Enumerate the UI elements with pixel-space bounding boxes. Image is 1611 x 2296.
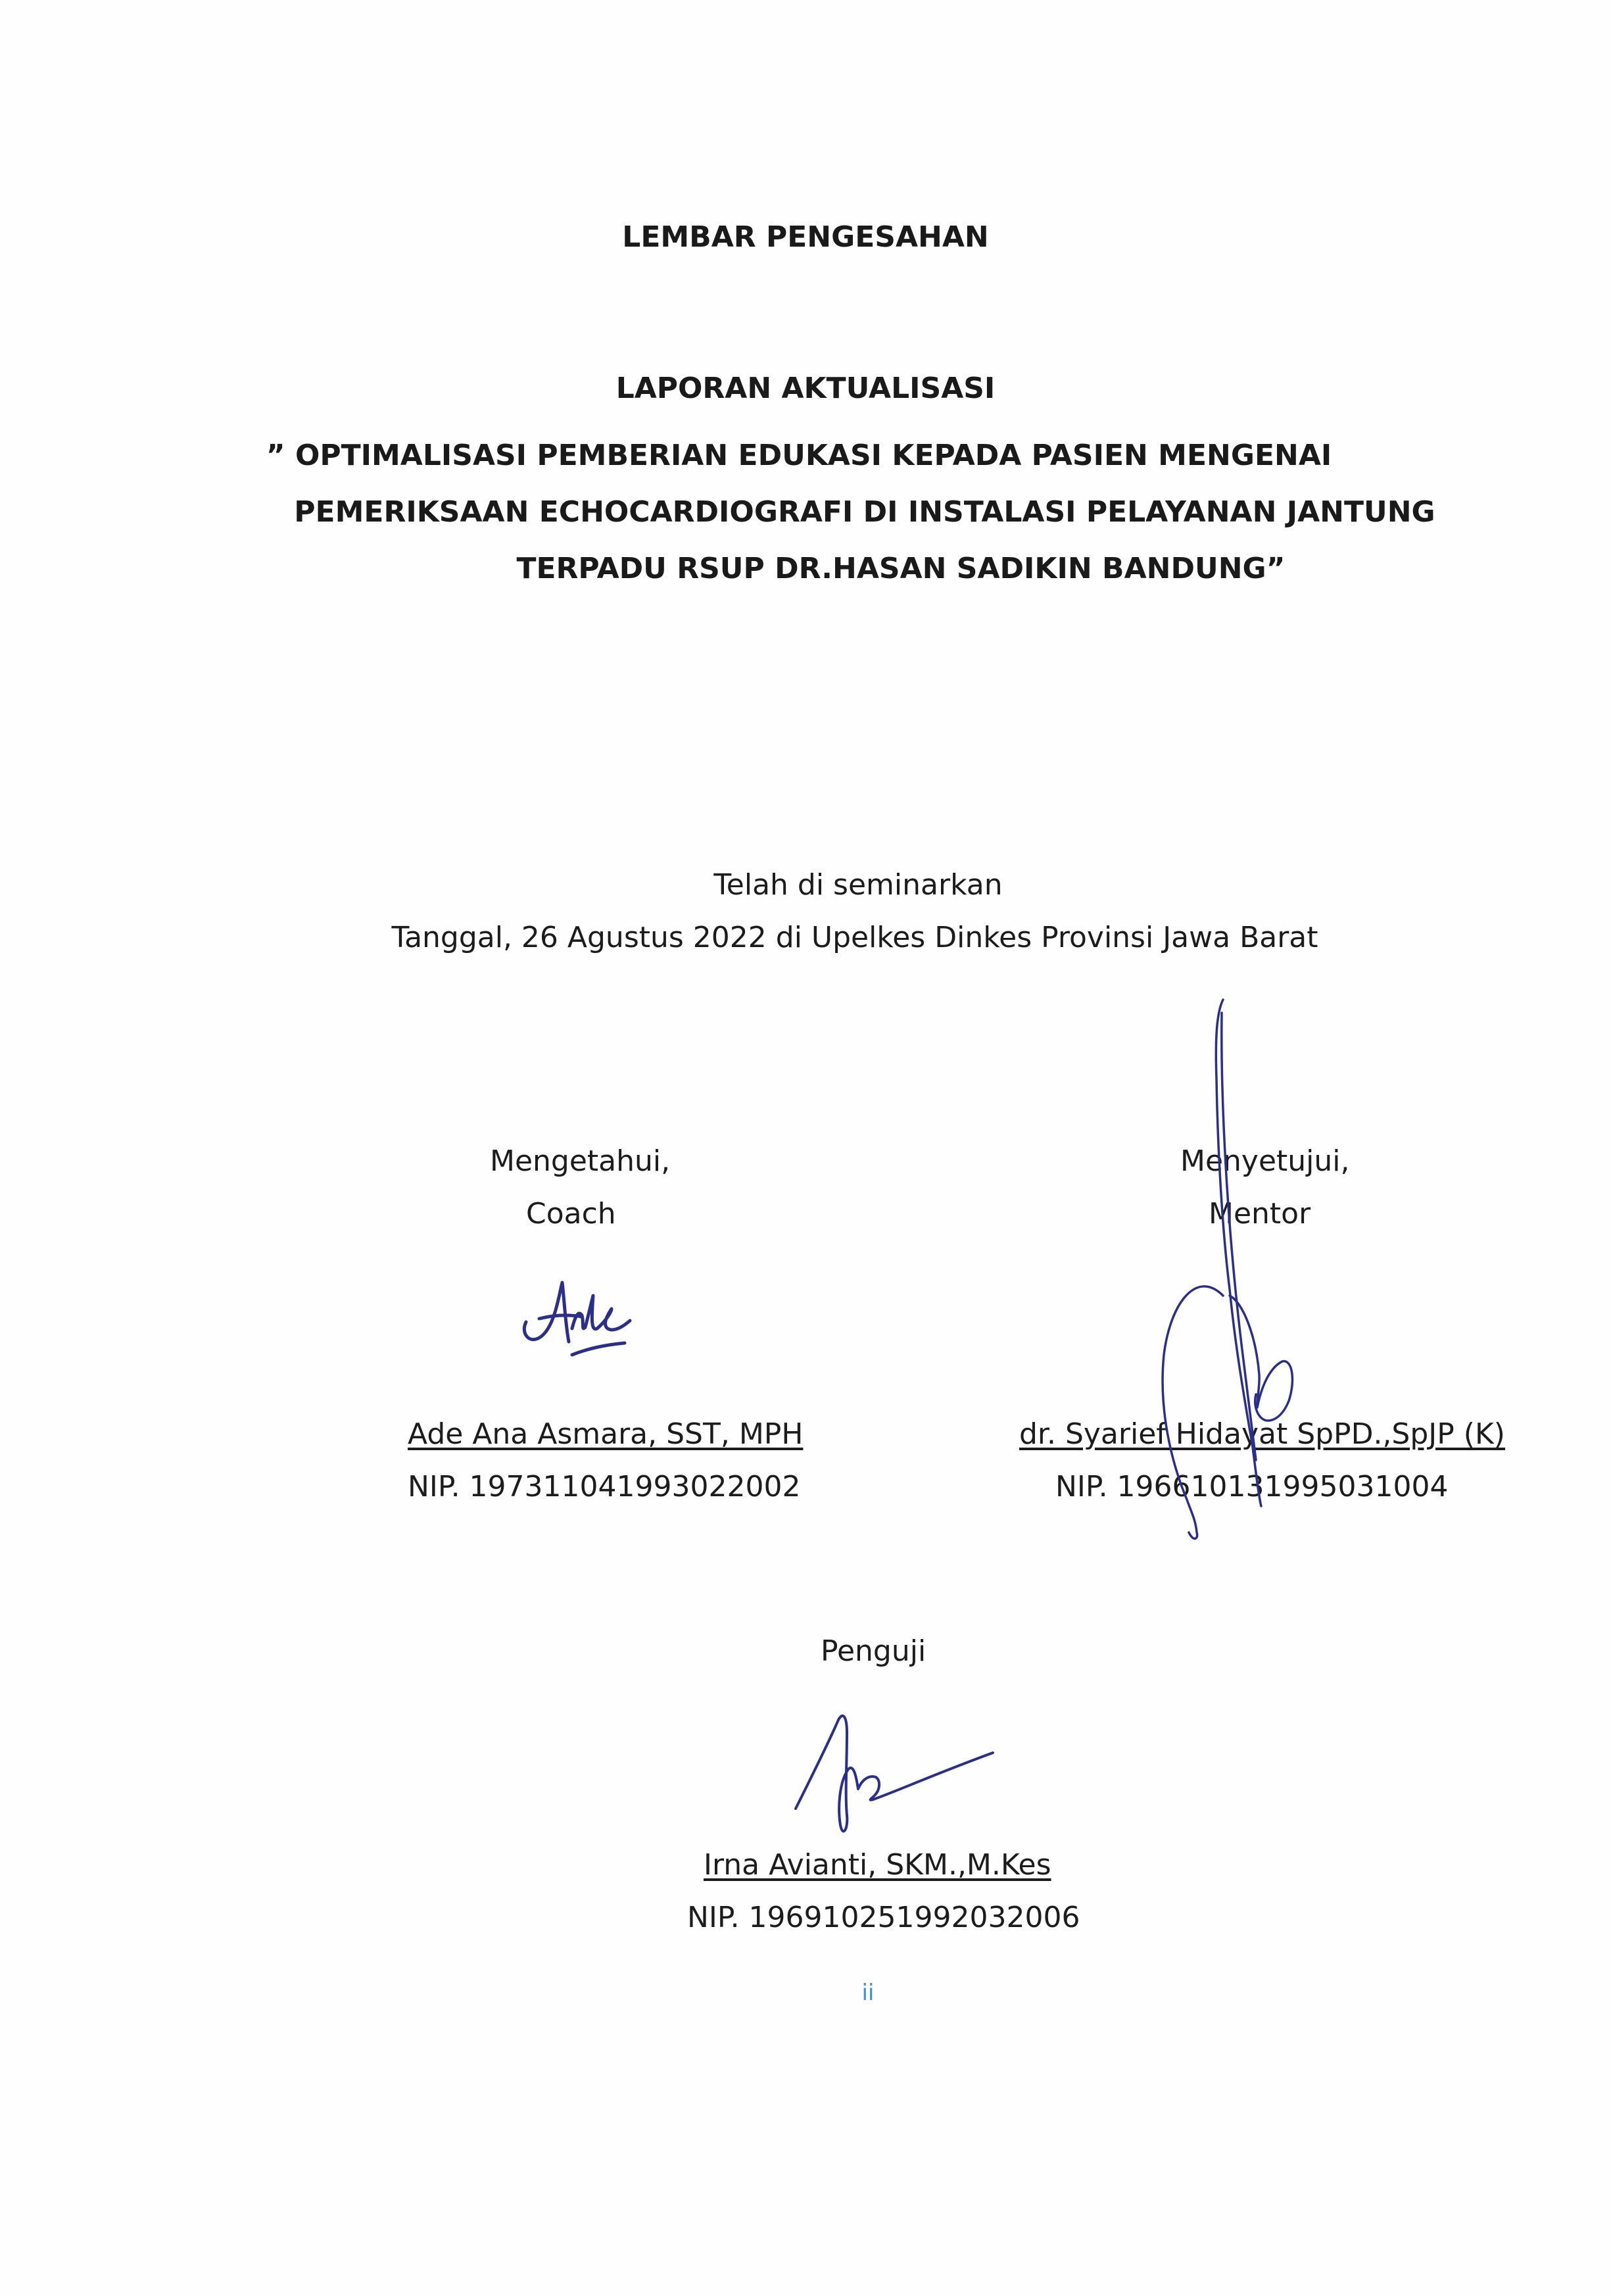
report-title [0, 427, 1611, 597]
seminar-date-location: Tanggal, 26 Agustus 2022 di Upelkes Dinkes Provinsi Jawa Barat [391, 921, 1318, 954]
mentor-name: dr. Syarief Hidayat SpPD.,SpJP (K) [1019, 1417, 1505, 1451]
report-label: LAPORAN AKTUALISASI [615, 372, 996, 405]
examiner-role-label: Penguji [821, 1634, 926, 1668]
report-title-line-3: TERPADU RSUP DR.HASAN SADIKIN BANDUNG” [516, 552, 1286, 585]
coach-name: Ade Ana Asmara, SST, MPH [408, 1417, 804, 1451]
examiner-name: Irna Avianti, SKM.,M.Kes [704, 1848, 1051, 1882]
mentor-signature [1111, 987, 1328, 1565]
mentor-role-label: Mentor [1209, 1197, 1311, 1231]
mentor-nip: NIP. 196610131995031004 [1055, 1470, 1449, 1503]
report-title-line-2: PEMERIKSAAN ECHOCARDIOGRAFI DI INSTALASI PELAYANAN JANTUNG [294, 495, 1435, 529]
coach-signature [513, 1269, 644, 1375]
page-heading: LEMBAR PENGESAHAN [622, 220, 989, 254]
report-title-line-1: ” OPTIMALISASI PEMBERIAN EDUKASI KEPADA PASIEN MENGENAI [266, 439, 1332, 472]
coach-role-label: Coach [526, 1197, 616, 1231]
seminar-statement: Telah di seminarkan [713, 868, 1003, 902]
examiner-signature [782, 1703, 1006, 1855]
coach-acknowledge-label: Mengetahui, [490, 1144, 671, 1178]
page-number: ii [861, 1980, 875, 2006]
coach-nip: NIP. 197311041993022002 [408, 1470, 801, 1503]
mentor-approval-label: Menyetujui, [1180, 1144, 1350, 1178]
examiner-nip: NIP. 196910251992032006 [687, 1901, 1080, 1934]
